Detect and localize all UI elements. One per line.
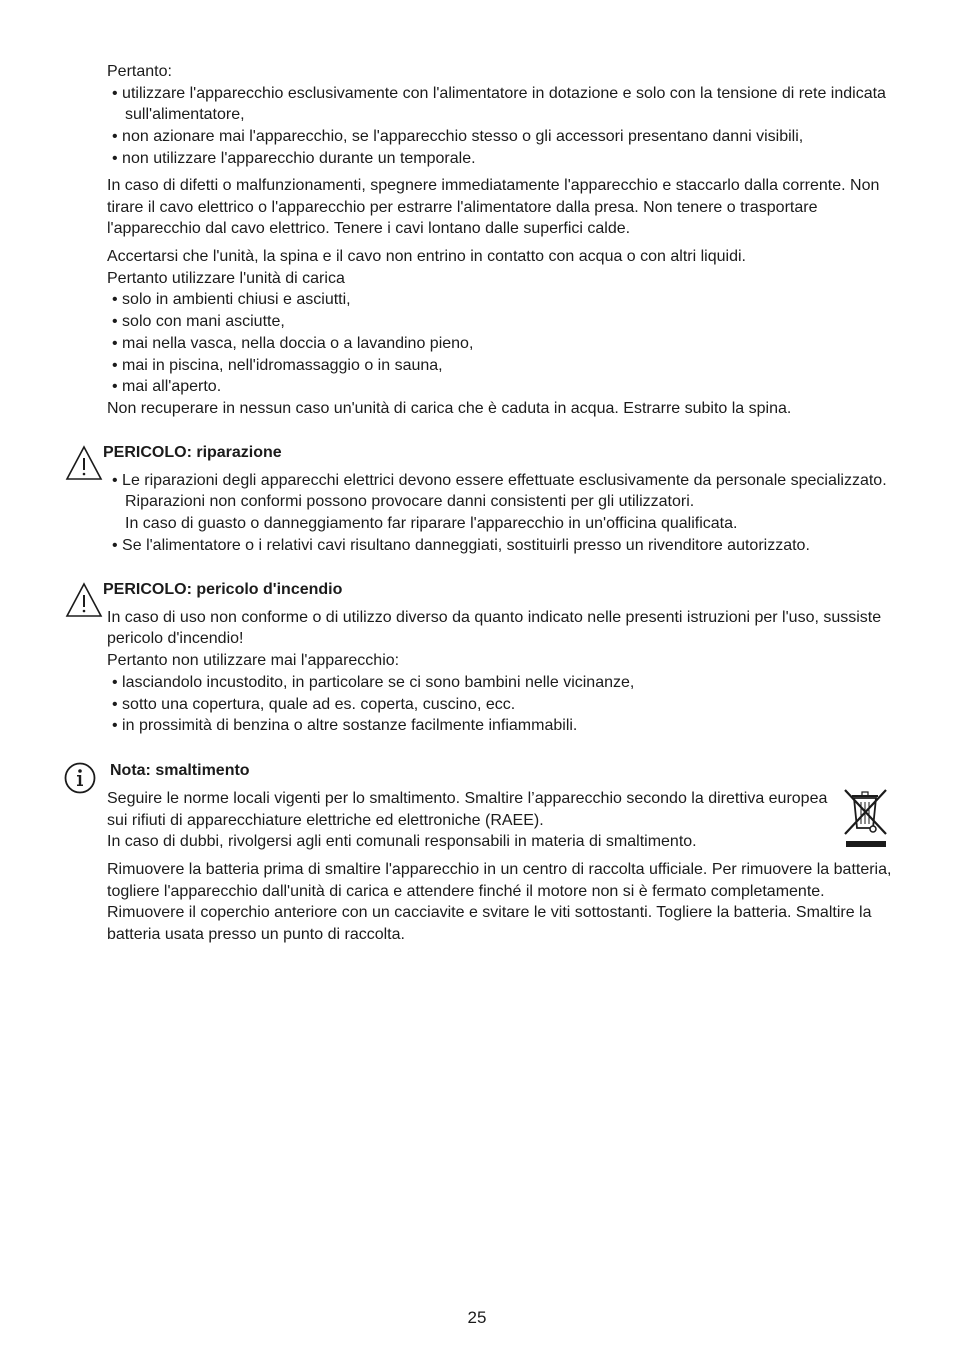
list-item: • mai all'aperto. (107, 376, 892, 398)
list-item: • lasciandolo incustodito, in particolare se ci sono bambini nelle vicinanze, (107, 672, 888, 694)
warning-triangle-icon (65, 581, 103, 619)
intro-section (107, 61, 892, 170)
note-disposal-body (107, 788, 833, 853)
danger-fire-paragraph: In caso di uso non conforme o di utilizzo diverso da quanto indicato nelle presenti istruzioni per l'uso, sussiste pericolo d'incendio! Pertanto non utilizzare mai l'apparecchio: (107, 608, 882, 670)
danger-fire-section (103, 579, 888, 737)
crossed-out-wheelie-bin-icon (842, 786, 890, 848)
info-icon (64, 762, 96, 794)
intro-lead: Pertanto: (107, 63, 172, 80)
danger-fire-heading: PERICOLO: pericolo d'incendio (103, 581, 343, 598)
list-item: • utilizzare l'apparecchio esclusivamente con l'alimentatore in dotazione e solo con la tensione di rete indicata sull'alimentatore, (107, 83, 892, 126)
battery-paragraph: Rimuovere la batteria prima di smaltire l'apparecchio in un centro di raccolta ufficiale. Per rimuovere la batteria, togliere l'apparecchio dall'unità di carica e attendere finché il motore non si è fermato completamente. Rimuovere il coperchio anteriore con un cacciavite e svitare le viti sottostanti. Togliere la batteria. Smaltire la batteria usata presso un punto di raccolta. (107, 861, 892, 944)
list-item: • solo in ambienti chiusi e asciutti, (107, 289, 892, 311)
list-item: • mai in piscina, nell'idromassaggio o in sauna, (107, 355, 892, 377)
list-item: • mai nella vasca, nella doccia o a lavandino pieno, (107, 333, 892, 355)
warning-triangle-icon (65, 444, 103, 482)
danger-repair-list (107, 470, 888, 557)
danger-repair-section (103, 442, 888, 557)
page-number: 25 (467, 1308, 487, 1327)
water-closing: Non recuperare in nessun caso un'unità di carica che è caduta in acqua. Estrarre subito la spina. (107, 399, 792, 417)
intro-list (107, 83, 892, 170)
note-disposal-section (110, 760, 830, 782)
note-disposal-paragraph: Seguire le norme locali vigenti per lo smaltimento. Smaltire l’apparecchio secondo la direttiva europea sui rifiuti di apparecchiature elettriche ed elettroniche (RAEE). In caso di dubbi, rivolgersi agli enti comunali responsabili in materia di smaltimento. (107, 790, 828, 851)
list-item: • non utilizzare l'apparecchio durante un temporale. (107, 148, 892, 170)
list-item: • non azionare mai l'apparecchio, se l'apparecchio stesso o gli accessori presentano danni visibili, (107, 126, 892, 148)
note-disposal-heading: Nota: smaltimento (110, 762, 250, 779)
list-item: • sotto una copertura, quale ad es. coperta, cuscino, ecc. (107, 694, 888, 716)
list-item: • in prossimità di benzina o altre sostanze facilmente infiammabili. (107, 715, 888, 737)
defect-paragraph: In caso di difetti o malfunzionamenti, spegnere immediatamente l'apparecchio e staccarlo dalla corrente. Non tirare il cavo elettrico o l'apparecchio per estrarre l'alimentatore dalla presa. Non tenere o trasportare l'apparecchio dal cavo elettrico. Tenere i cavi lontano dalle superfici calde. (107, 177, 880, 238)
danger-repair-heading: PERICOLO: riparazione (103, 444, 282, 461)
list-item: • Se l'alimentatore o i relativi cavi risultano danneggiati, sostituirli presso un rivenditore autorizzato. (107, 535, 888, 557)
water-list (107, 289, 892, 398)
water-lead: Accertarsi che l'unità, la spina e il cavo non entrino in contatto con acqua o con altri liquidi. Pertanto utilizzare l'unità di carica (107, 248, 746, 287)
danger-fire-list (107, 672, 888, 737)
defect-section (107, 175, 892, 240)
water-section (107, 246, 892, 420)
list-item: • Le riparazioni degli apparecchi elettrici devono essere effettuate esclusivamente da personale specializzato. Riparazioni non conformi possono provocare danni consistenti per gli utilizzatori. In caso di guasto o danneggiamento far riparare l'apparecchio in un'officina qualificata. (107, 470, 888, 535)
battery-section (107, 859, 892, 946)
list-item: • solo con mani asciutte, (107, 311, 892, 333)
